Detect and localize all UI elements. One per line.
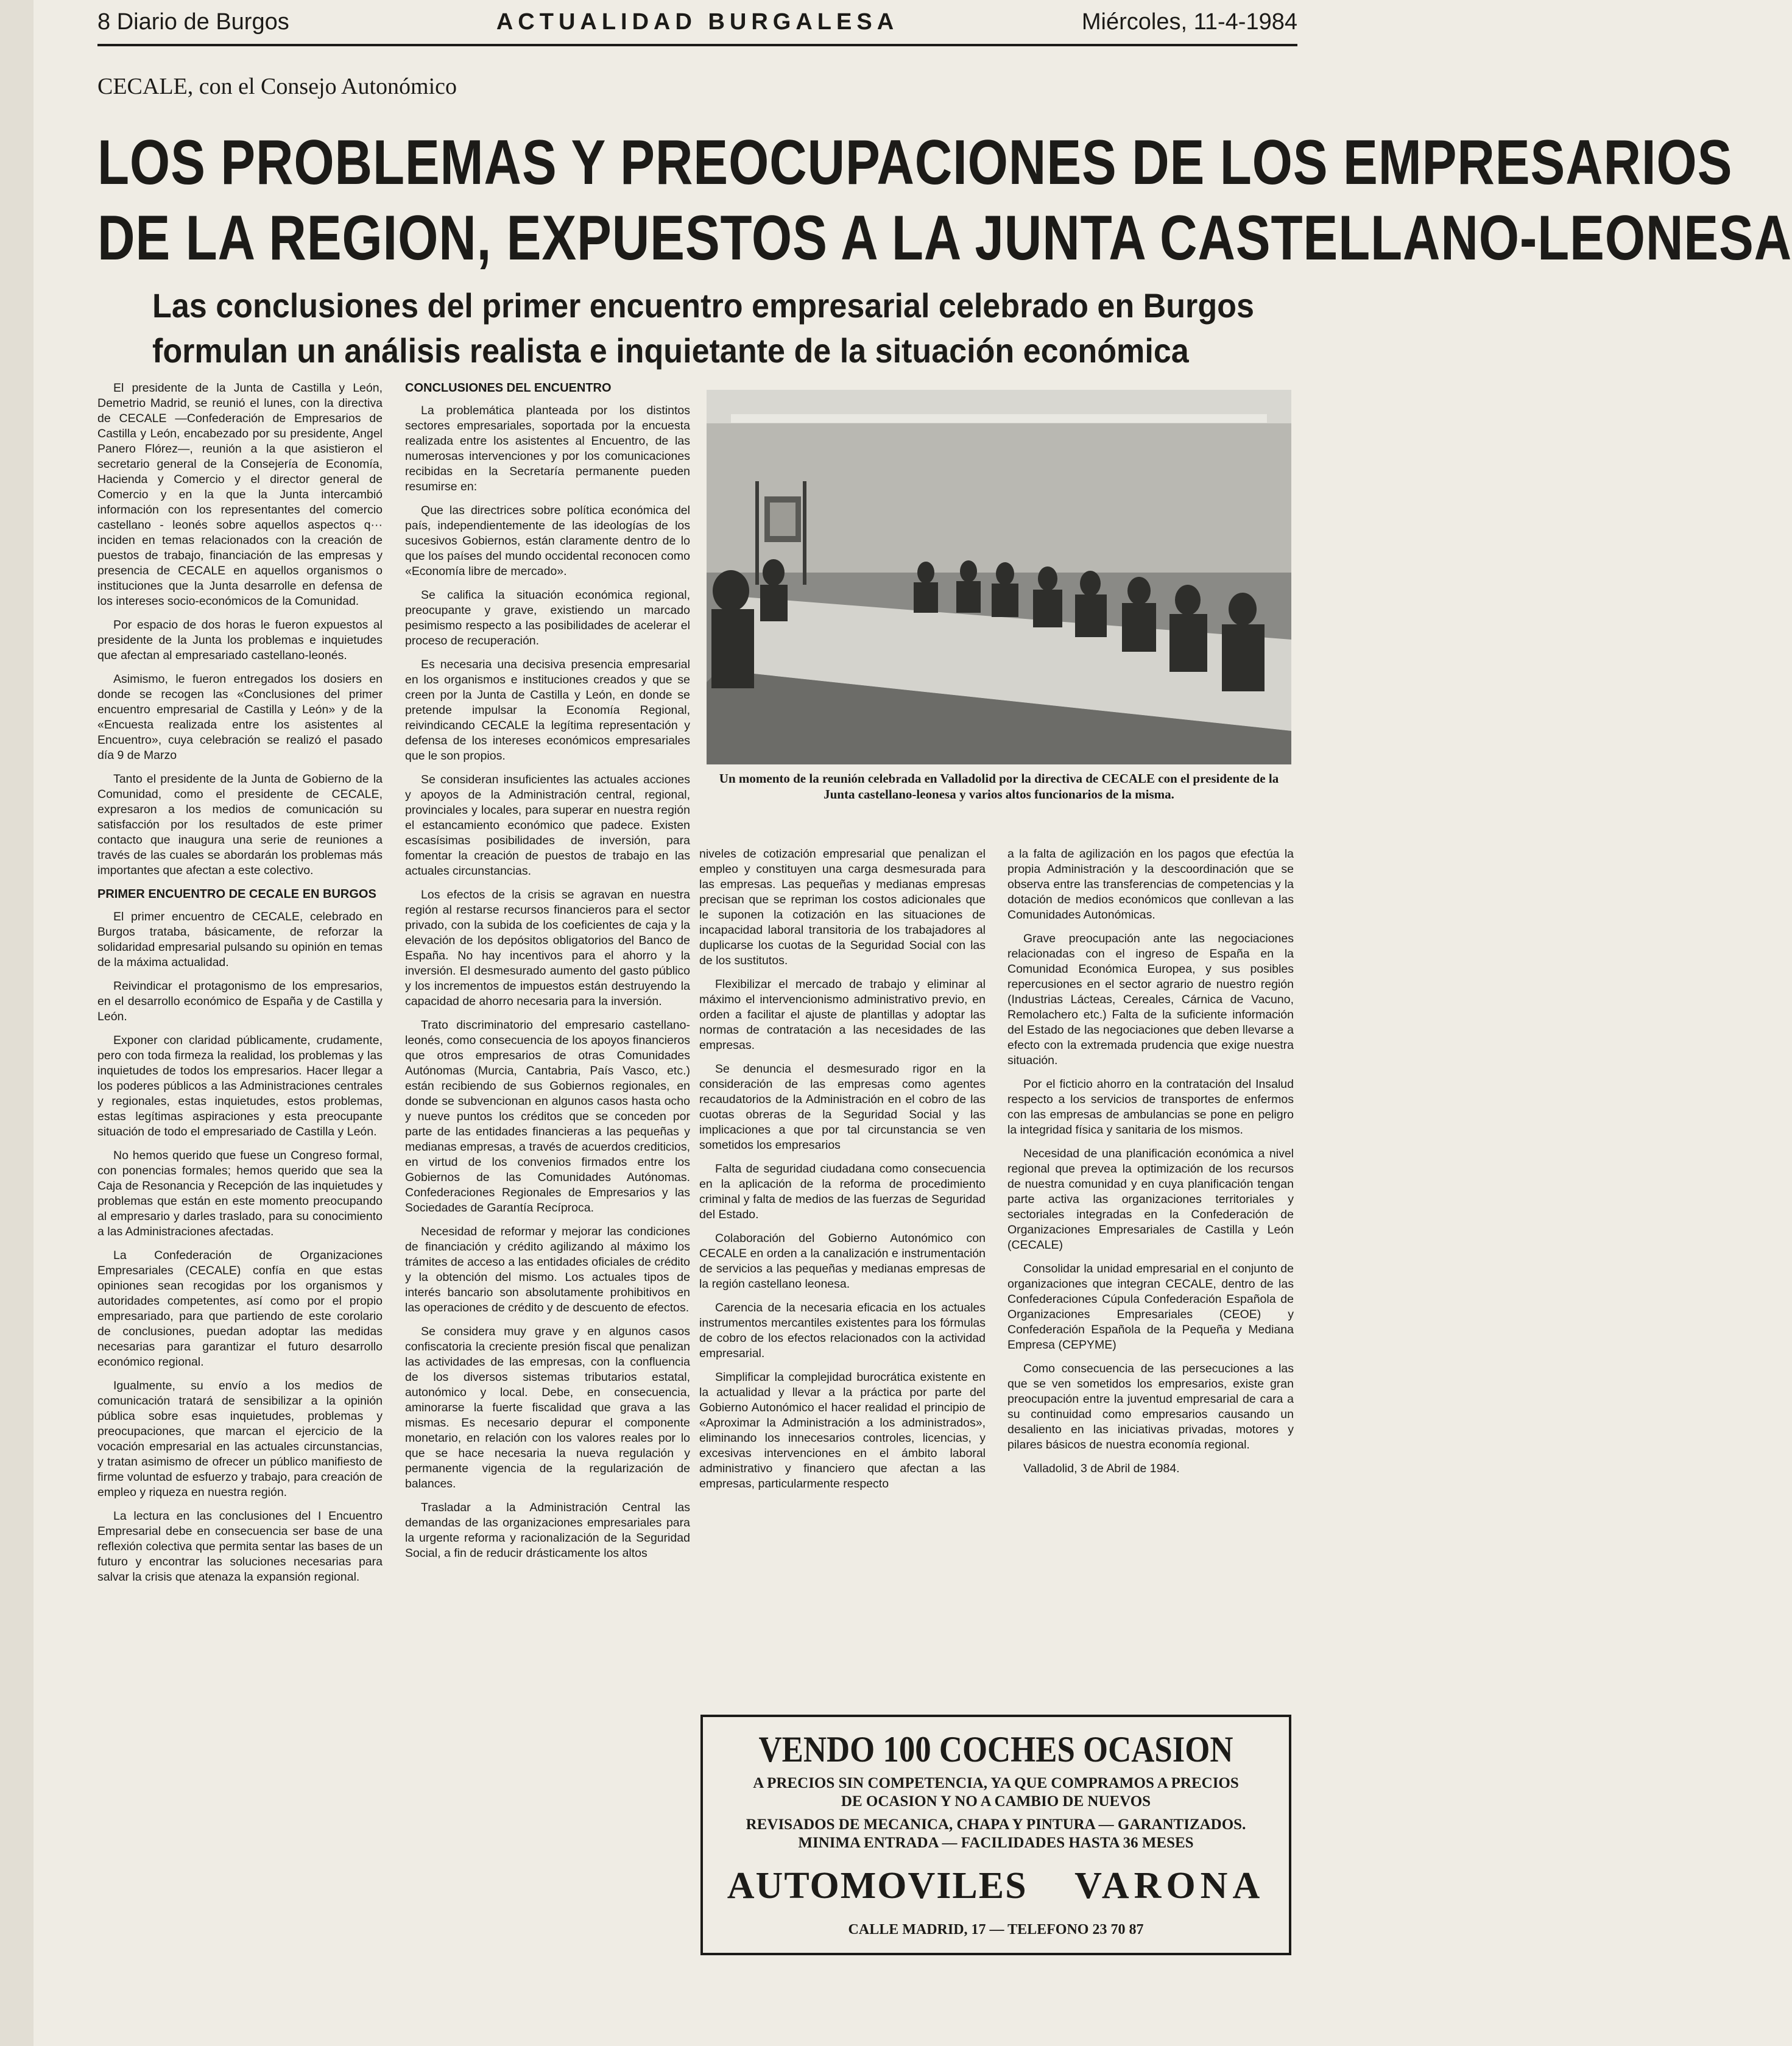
ad-brand-word-1: AUTOMOVILES (727, 1865, 1028, 1907)
ad-title: VENDO 100 COCHES OCASION (758, 1729, 1233, 1769)
issue-date: Miércoles, 11-4-1984 (1081, 9, 1297, 35)
article-column-1 (97, 381, 383, 1964)
section-title: ACTUALIDAD BURGALESA (496, 9, 899, 35)
paragraph: Que las directrices sobre política económica del país, independientemente de las ideologías de los sucesivos Gobiernos, están claramente dentro de lo que los países del mundo occidental reconocen como «Economía libre de mercado». (405, 504, 690, 578)
section-heading-conclusiones: CONCLUSIONES DEL ENCUENTRO (405, 381, 612, 395)
paragraph: Simplificar la complejidad burocrática existente en la actualidad y llevar a la práctica por parte del Gobierno Autonómico el hacer realidad el principio de «Aproximar la Administración a los administrados», eliminando los innecesarios controles, licencias, y excesivas intervenciones en el ámbito laboral administrativo y financiero que afectan a las empresas, particularmente respecto (699, 1370, 986, 1490)
paragraph: Se consideran insuficientes las actuales acciones y apoyos de la Administración central, regional, provinciales y locales, para superar en nuestra región el estancamiento económico que padece. Existen escasísimas posibilidades de inversión, para fomentar la creación de puestos de trabajo en las actuales circunstancias. (405, 773, 690, 878)
subhead-line-2: formulan un análisis realista e inquietante de la situación económica (152, 331, 1189, 370)
ad-brand (703, 1864, 1289, 1907)
paragraph: Se califica la situación económica regional, preocupante y grave, existiendo un marcado pesimismo respecto a las posibilidades de acelerar el proceso de recuperación. (405, 588, 690, 647)
paragraph: Tanto el presidente de la Junta de Gobierno de la Comunidad, como el presidente de CECALE, expresaron a los medios de comunicación su satisfacción por los resultados de este primer contacto que inaugura una serie de reuniones a través de las cuales se abordarán los problemas más importantes que afectan a este colectivo. (97, 772, 383, 877)
article-column-4 (1007, 847, 1294, 1699)
paragraph: Reivindicar el protagonismo de los empresarios, en el desarrollo económico de España y de Castilla y León. (97, 979, 383, 1023)
paragraph: Exponer con claridad públicamente, crudamente, pero con toda firmeza la realidad, los problemas y las inquietudes de todos los empresarios. Hacer llegar a los poderes públicos a las Administraciones centrales y regionales, estas inquietudes, estos problemas, estas legítimas aspiraciones y esta preocupante situación de todo el empresariado de Castilla y León. (97, 1034, 383, 1138)
paragraph: Carencia de la necesaria eficacia en los actuales instrumentos mercantiles existentes para los fórmulas de cobro de los efectos relacionados con la actividad empresarial. (699, 1301, 986, 1360)
article-column-3 (699, 847, 986, 1699)
paragraph: Asimismo, le fueron entregados los dosiers en donde se recogen las «Conclusiones del primer encuentro empresarial de Castilla y León» y de la «Encuesta realizada entre los asistentes al Encuentro», cuya celebración se realizó el pasado día 9 de Marzo (97, 672, 383, 762)
paragraph: Se considera muy grave y en algunos casos confiscatoria la creciente presión fiscal que penalizan las actividades de las empresas, con la confluencia de los diversos sistemas tributarios estatal, autonómico y local. Debe, en consecuencia, aminorarse la fuerte fiscalidad que grava a las mismas. Es necesario depurar el componente monetario, en relación con los valores reales por lo que se hace necesaria la nueva regulación y permanente vigencia de la regularización de balances. (405, 1325, 690, 1490)
paragraph: El presidente de la Junta de Castilla y León, Demetrio Madrid, se reunió el lunes, con la directiva de CECALE —Confederación de Empresarios de Castilla y León, encabezado por su presidente, Angel Panero Flórez—, reunión a la que asistieron el secretario general de la Consejería de Economía, Hacienda y Comercio y el director general de Comercio y en la que la Junta intercambió información con los representantes del comercio castellano - leonés sobre aquellos aspectos q··· inciden en temas relacionados con la creación de puestos de trabajo, financiación de las empresas y presencia de CECALE en aquellos organismos o instituciones que la Junta desarrolle en defensa de los intereses socio-económicos de la Comunidad. (97, 381, 383, 608)
paragraph: Por el ficticio ahorro en la contratación del Insalud respecto a los servicios de transportes de enfermos con las empresas de ambulancias se pone en peligro la integridad física y sanitaria de los mismos. (1007, 1078, 1294, 1137)
meeting-photo (707, 390, 1291, 764)
paragraph: Los efectos de la crisis se agravan en nuestra región al restarse recursos financieros para el sector privado, con la subida de los coeficientes de caja y la elevación de los depósitos obligatorios del Banco de España. No hay incentivos para el ahorro y la inversión. El desmesurado aumento del gasto público y los incrementos de impuestos están destruyendo la capacidad de ahorro necesaria para la inversión. (405, 888, 690, 1008)
paragraph: Es necesaria una decisiva presencia empresarial en los organismos e instituciones creados y que se creen por la Junta de Castilla y León, en donde se pretende impulsar la Economía Regional, reivindicando CECALE la legítima representación y defensa de los intereses económicos empresariales que le son propios. (405, 658, 690, 763)
paragraph: El primer encuentro de CECALE, celebrado en Burgos trataba, básicamente, de reforzar la solidaridad empresarial pulsando su opinión en temas de la máxima actualidad. (97, 910, 383, 969)
paragraph: Igualmente, su envío a los medios de comunicación tratará de sensibilizar a la opinión pública sobre esas inquietudes, problemas y preocupaciones, que marcan el ejercicio de la vocación empresarial en las actuales circunstancias, y tratan asimismo de ofrecer un público manifiesto de firme voluntad de esfuerzo y trabajo, para creación de empleo y riqueza en nuestra región. (97, 1379, 383, 1499)
ad-brand-word-2: VARONA (1074, 1865, 1265, 1907)
article-headline (97, 125, 1792, 276)
ad-contact: CALLE MADRID, 17 — TELEFONO 23 70 87 (848, 1922, 1144, 1938)
paragraph: Grave preocupación ante las negociaciones relacionadas con el ingreso de España en la Comunidad Económica Europea, y sus posibles repercusiones en el sector agrario de nuestro región (Industrias Lácteas, Cereales, Cárnica de Vacuno, Remolachero etc.) Falta de la suficiente información del Estado de las negociaciones que deben llevarse a efecto con la extremada prudencia que exige nuestra situación. (1007, 932, 1294, 1067)
paragraph: Trato discriminatorio del empresario castellano-leonés, como consecuencia de los apoyos financieros que otros empresarios de otras Comunidades Autónomas (Murcia, Cantabria, País Vasco, etc.) están recibiendo de sus Gobiernos regionales, en donde se subvencionan en algunos casos hasta ocho y nueve puntos los créditos que se conceden por parte de las entidades financieras a las pequeñas y medianas empresas, a través de acuerdos crediticios, en virtud de los convenios firmados entre los Gobiernos de las Comunidades Autónomas. Confederaciones Regionales de Empresarios y las Sociedades de Garantía Recíproca. (405, 1018, 690, 1215)
paragraph: Falta de seguridad ciudadana como consecuencia en la aplicación de la reforma de procedimiento criminal y falta de medios de las fuerzas de Seguridad del Estado. (699, 1162, 986, 1221)
paragraph: La Confederación de Organizaciones Empresariales (CECALE) confía en que estas opiniones sean recogidas por los organismos y autoridades competentes, así como por el propio empresariado, para que partiendo de este corolario de conclusiones, puedan adoptar las medidas necesarias para garantizar el futuro desarrollo económico regional. (97, 1249, 383, 1369)
paragraph: Como consecuencia de las persecuciones a las que se ven sometidos los empresarios, existe gran preocupación entre la juventud empresarial de cara a su continuidad como empresarios causando un desaliento en las iniciativas privadas, motores y pilares básicos de nuestra economía regional. (1007, 1362, 1294, 1452)
car-dealer-advertisement (700, 1715, 1291, 1955)
photo-caption: Un momento de la reunión celebrada en Valladolid por la directiva de CECALE con el presidente de la Junta castellano-leonesa y varios altos funcionarios de la misma. (719, 771, 1279, 802)
paragraph: Por espacio de dos horas le fueron expuestos al presidente de la Junta los problemas e inquietudes que afectan al empresariado castellano-leonés. (97, 618, 383, 662)
meeting-photo-illustration (707, 390, 1291, 764)
page-edge-shadow (0, 0, 34, 2046)
article-kicker: CECALE, con el Consejo Autonómico (97, 74, 457, 99)
paragraph: No hemos querido que fuese un Congreso formal, con ponencias formales; hemos querido que sea la Caja de Resonancia y Recepción de las inquietudes y problemas que están en este momento preocupando al empresario y darles traslado, para su conocimiento a las Administraciones afectadas. (97, 1149, 383, 1238)
paragraph: a la falta de agilización en los pagos que efectúa la propia Administración y la descoordinación que se observa entre las transferencias de competencias y la dotación de medios económicos que conllevan a las Comunidades Autonómicas. (1007, 847, 1294, 922)
paragraph: La lectura en las conclusiones del I Encuentro Empresarial debe en consecuencia ser base de una reflexión colectiva que permita sentar las bases de un futuro y encontrar las soluciones necesarias para salvar la crisis que atenaza la expansión regional. (97, 1509, 383, 1584)
paragraph: La problemática planteada por los distintos sectores empresariales, soportada por la encuesta realizada entre los asistentes al Encuentro, de las numerosas intervenciones y por los comunicaciones recibidas en la Secretaría permanente pueden resumirse en: (405, 404, 690, 493)
running-head (97, 6, 1297, 41)
article-subhead (152, 283, 1254, 373)
page-number-and-paper: 8 Diario de Burgos (97, 9, 289, 35)
paragraph: Trasladar a la Administración Central las demandas de las organizaciones empresariales para la urgente reforma y racionalización de la Seguridad Social, a fin de reducir drásticamente los altos (405, 1501, 690, 1560)
paragraph: niveles de cotización empresarial que penalizan el empleo y constituyen una carga desmesurada para las empresas. Las pequeñas y medianas empresas precisan que se repriman los costos adicionales que le suponen la cotización en las situaciones de incapacidad laboral transitoria de los trabajadores al duplicarse los cuotas de la Seguridad Social con las de los sustitutos. (699, 847, 986, 967)
header-rule (97, 44, 1297, 46)
paragraph: Necesidad de una planificación económica a nivel regional que prevea la optimización de los recursos de nuestra comunidad y en cuya planificación tengan parte activa las organizaciones territoriales y sectoriales integradas en la Confederación de Organizaciones Empresariales de Castilla y León (CECALE) (1007, 1147, 1294, 1252)
ad-line-1: A PRECIOS SIN COMPETENCIA, YA QUE COMPRAMOS A PRECIOS (753, 1775, 1239, 1791)
headline-line-1: LOS PROBLEMAS Y PREOCUPACIONES DE LOS EMPRESARIOS (97, 127, 1733, 198)
paragraph: Necesidad de reformar y mejorar las condiciones de financiación y crédito agilizando al máximo los trámites de acceso a las entidades oficiales de crédito y la obtención del mismo. Los actuales tipos de interés bancario son absolutamente prohibitivos en las operaciones de crédito y de descuento de efectos. (405, 1225, 690, 1314)
paragraph: Consolidar la unidad empresarial en el conjunto de organizaciones que integran CECALE, dentro de las Confederaciones Cúpula Confederación Española de Organizaciones Empresariales (CEOE) y Confederación Española de la Pequeña y Mediana Empresa (CEPYME) (1007, 1262, 1294, 1352)
ad-line-4: MINIMA ENTRADA — FACILIDADES HASTA 36 MESES (798, 1835, 1194, 1851)
article-signoff: Valladolid, 3 de Abril de 1984. (1023, 1462, 1180, 1475)
paragraph: Se denuncia el desmesurado rigor en la consideración de las empresas como agentes recaudatorios de la Administración en el cobro de las cuotas obreras de la Seguridad Social y las implicaciones a que por tal circunstancia se ven sometidos los empresarios (699, 1062, 986, 1152)
ad-line-2: DE OCASION Y NO A CAMBIO DE NUEVOS (841, 1793, 1151, 1810)
paragraph: Colaboración del Gobierno Autonómico con CECALE en orden a la canalización e instrumentación de servicios a las pequeñas y medianas empresas de la región castellano leonesa. (699, 1232, 986, 1291)
subhead-line-1: Las conclusiones del primer encuentro empresarial celebrado en Burgos (152, 286, 1254, 325)
paragraph: Flexibilizar el mercado de trabajo y eliminar al máximo el intervencionismo administrativo previo, en orden a facilitar el ajuste de plantillas y adoptar las normas de contratación a las necesidades de las empresas. (699, 978, 986, 1052)
headline-line-2: DE LA REGION, EXPUESTOS A LA JUNTA CASTELLANO-LEONESA (97, 203, 1792, 273)
article-column-2 (405, 381, 690, 1964)
ad-line-3: REVISADOS DE MECANICA, CHAPA Y PINTURA — GARANTIZADOS. (746, 1816, 1246, 1833)
section-heading-primer-encuentro: PRIMER ENCUENTRO DE CECALE EN BURGOS (97, 887, 376, 901)
